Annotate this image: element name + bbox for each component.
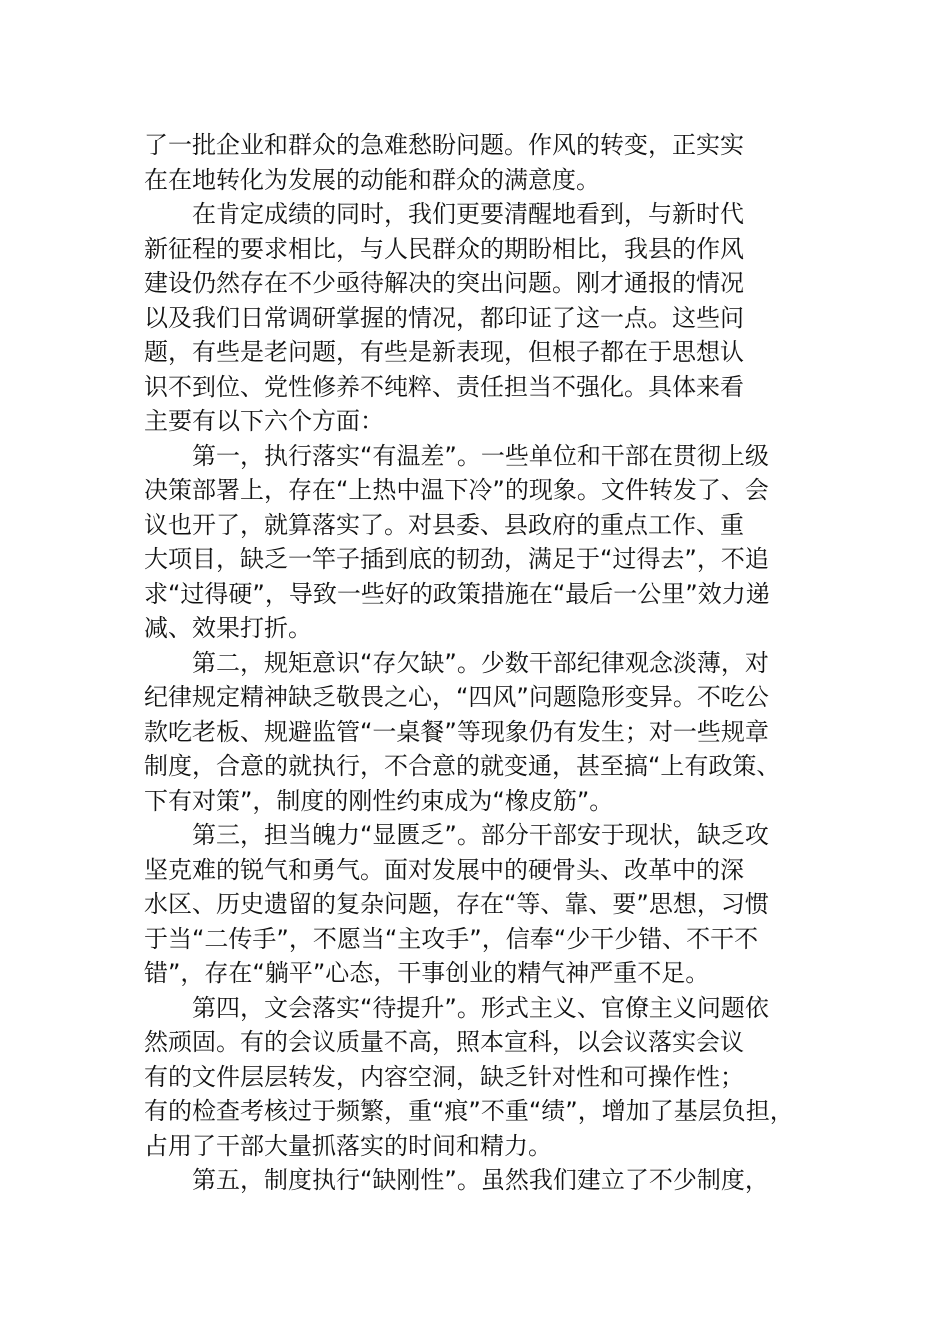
text-line: 以及我们日常调研掌握的情况，都印证了这一点。这些问	[144, 303, 744, 332]
text-line: 大项目，缺乏一竿子插到底的韧劲，满足于“过得去”，不追	[144, 545, 769, 573]
text-line: 坚克难的锐气和勇气。面对发展中的硬骨头、改革中的深	[144, 855, 744, 884]
text-line: 建设仍然存在不少亟待解决的突出问题。刚才通报的情况	[144, 269, 744, 297]
paragraph-first-line: 在肯定成绩的同时，我们更要清醒地看到，与新时代	[192, 200, 744, 228]
text-line: 决策部署上，存在“上热中温下冷”的现象。文件转发了、会	[144, 476, 769, 504]
text-line: 议也开了，就算落实了。对县委、县政府的重点工作、重	[144, 510, 744, 539]
text-line: 制度，合意的就执行，不合意的就变通，甚至搞“上有政策、	[144, 752, 781, 780]
text-line: 款吃老板、规避监管“一桌餐”等现象仍有发生；对一些规章	[144, 717, 769, 746]
text-line: 题，有些是老问题，有些是新表现，但根子都在于思想认	[144, 338, 744, 366]
text-line: 了一批企业和群众的急难愁盼问题。作风的转变，正实实	[144, 131, 744, 159]
text-line: 识不到位、党性修养不纯粹、责任担当不强化。具体来看	[144, 372, 744, 401]
paragraph-first-line: 第四，文会落实“待提升”。形式主义、官僚主义问题依	[192, 993, 769, 1022]
text-line: 新征程的要求相比，与人民群众的期盼相比，我县的作风	[144, 234, 744, 263]
paragraph-first-line: 第二，规矩意识“存欠缺”。少数干部纪律观念淡薄，对	[192, 648, 769, 677]
text-line: 纪律规定精神缺乏敬畏之心，“四风”问题隐形变异。不吃公	[144, 683, 769, 711]
text-line: 有的文件层层转发，内容空洞，缺乏针对性和可操作性；	[144, 1062, 744, 1091]
paragraph-first-line: 第五，制度执行“缺刚性”。虽然我们建立了不少制度，	[192, 1166, 769, 1194]
paragraph-first-line: 第三，担当魄力“显匮乏”。部分干部安于现状，缺乏攻	[192, 821, 769, 849]
text-line: 主要有以下六个方面：	[144, 407, 384, 435]
text-line: 错”，存在“躺平”心态，干事创业的精气神严重不足。	[144, 959, 710, 987]
text-line: 然顽固。有的会议质量不高，照本宣科，以会议落实会议	[144, 1028, 744, 1056]
text-line: 减、效果打折。	[144, 614, 312, 642]
text-line: 有的检查考核过于频繁，重“痕”不重“绩”，增加了基层负担，	[144, 1097, 794, 1125]
body-text	[144, 128, 834, 1198]
text-line: 下有对策”，制度的刚性约束成为“橡皮筋”。	[144, 786, 614, 815]
text-line: 占用了干部大量抓落实的时间和精力。	[144, 1131, 552, 1160]
text-line: 于当“二传手”，不愿当“主攻手”，信奉“少干少错、不干不	[144, 924, 759, 953]
text-line: 在在地转化为发展的动能和群众的满意度。	[144, 165, 600, 194]
paragraph-first-line: 第一，执行落实“有温差”。一些单位和干部在贯彻上级	[192, 441, 769, 470]
text-line: 求“过得硬”，导致一些好的政策措施在“最后一公里”效力递	[144, 579, 770, 608]
text-line: 水区、历史遗留的复杂问题，存在“等、靠、要”思想，习惯	[144, 890, 769, 918]
